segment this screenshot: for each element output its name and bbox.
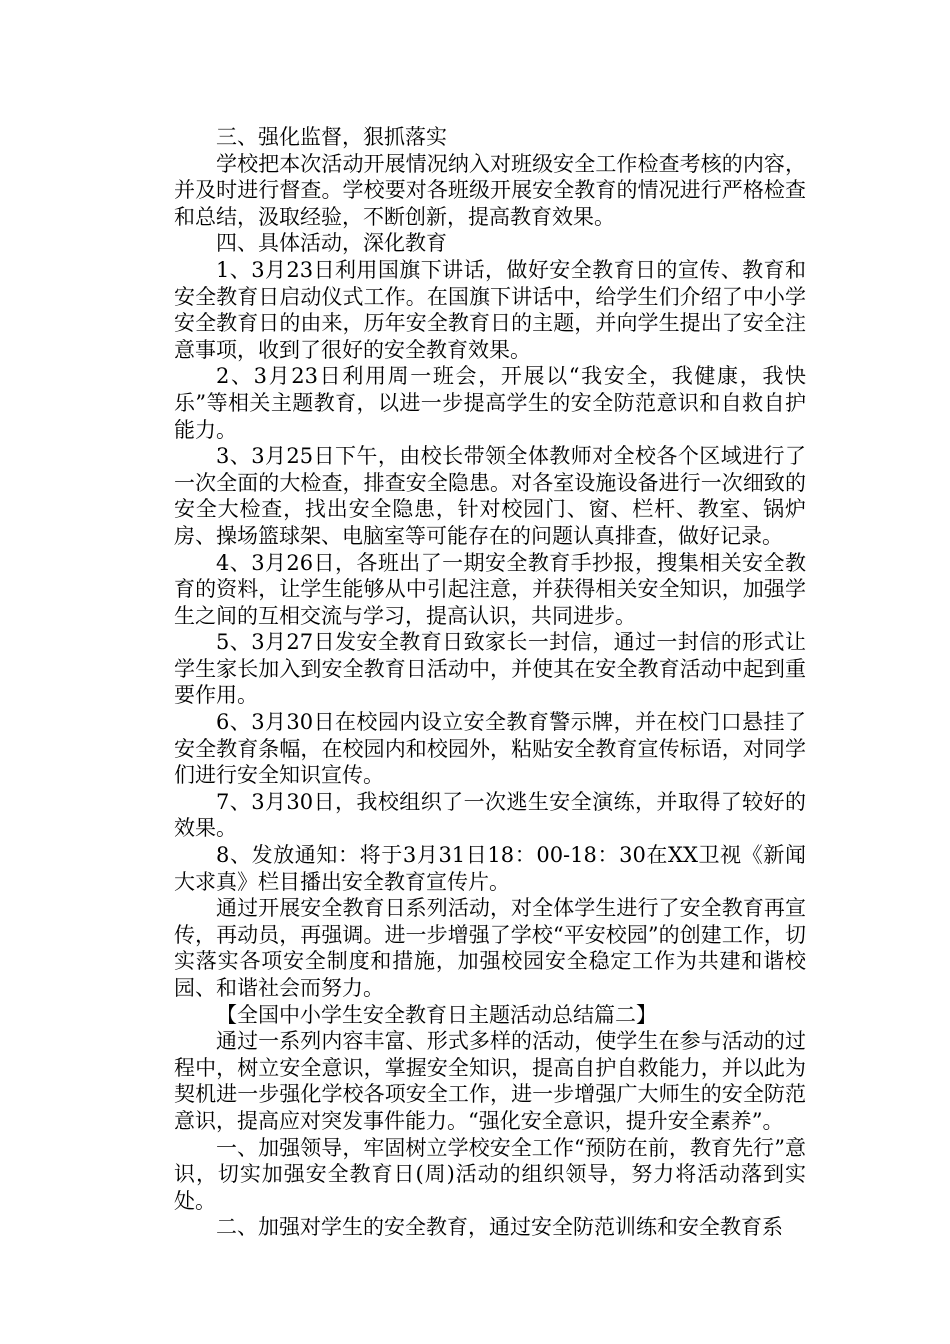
article-two-title: 【全国中小学生安全教育日主题活动总结篇二】 [216,1002,657,1027]
paragraph-supervision: 学校把本次活动开展情况纳入对班级安全工作检查考核的内容，并及时进行督查。学校要对各班级开展安全教育的情况进行严格检查和总结，汲取经验，不断创新，提高教育效果。 [174,151,806,229]
summary-paragraph: 通过开展安全教育日系列活动，对全体学生进行了安全教育再宣传，再动员，再强调。进一步增强了学校“平安校园”的创建工作，切实落实各项安全制度和措施，加强校园安全稳定工作为共建和谐校园、和谐社会而努力。 [174,896,806,1000]
activity-item-7: 7、3月30日，我校组织了一次逃生安全演练，并取得了较好的效果。 [174,789,806,841]
document-body [174,124,806,1241]
article-two-point-2: 二、加强对学生的安全教育，通过安全防范训练和安全教育系 [216,1215,783,1240]
activity-item-6: 6、3月30日在校园内设立安全教育警示牌，并在校门口悬挂了安全教育条幅，在校园内和校园外，粘贴安全教育宣传标语，对同学们进行安全知识宣传。 [174,710,806,788]
activity-item-2: 2、3月23日利用周一班会，开展以“我安全，我健康，我快乐”等相关主题教育，以进一步提高学生的安全防范意识和自救自护能力。 [174,364,806,442]
article-two-point-1: 一、加强领导，牢固树立学校安全工作“预防在前，教育先行”意识，切实加强安全教育日(周)活动的组织领导，努力将活动落到实处。 [174,1135,806,1213]
section-heading-three: 三、强化监督，狠抓落实 [216,125,447,149]
section-heading-four: 四、具体活动，深化教育 [216,231,447,256]
article-two-intro: 通过一系列内容丰富、形式多样的活动，使学生在参与活动的过程中，树立安全意识，掌握安全知识，提高自护自救能力，并以此为契机进一步强化学校各项安全工作，进一步增强广大师生的安全防范意识，提高应对突发事件能力。“强化安全意识，提升安全素养”。 [174,1029,806,1133]
activity-item-5: 5、3月27日发安全教育日致家长一封信，通过一封信的形式让学生家长加入到安全教育日活动中，并使其在安全教育活动中起到重要作用。 [174,630,806,708]
activity-item-1: 1、3月23日利用国旗下讲话，做好安全教育日的宣传、教育和安全教育日启动仪式工作。在国旗下讲话中，给学生们介绍了中小学安全教育日的由来，历年安全教育日的主题，并向学生提出了安全注意事项，收到了很好的安全教育效果。 [174,257,806,362]
activity-item-3: 3、3月25日下午，由校长带领全体教师对全校各个区域进行了一次全面的大检查，排查安全隐患。对各室设施设备进行一次细致的安全大检查，找出安全隐患，针对校园门、窗、栏杆、教室、锅炉房、操场篮球架、电脑室等可能存在的问题认真排查，做好记录。 [174,444,806,548]
activity-item-4: 4、3月26日，各班出了一期安全教育手抄报，搜集相关安全教育的资料，让学生能够从中引起注意，并获得相关安全知识，加强学生之间的互相交流与学习，提高认识，共同进步。 [174,550,806,628]
activity-item-8: 8、发放通知：将于3月31日18：00-18：30在XX卫视《新闻大求真》栏目播出安全教育宣传片。 [174,843,806,894]
